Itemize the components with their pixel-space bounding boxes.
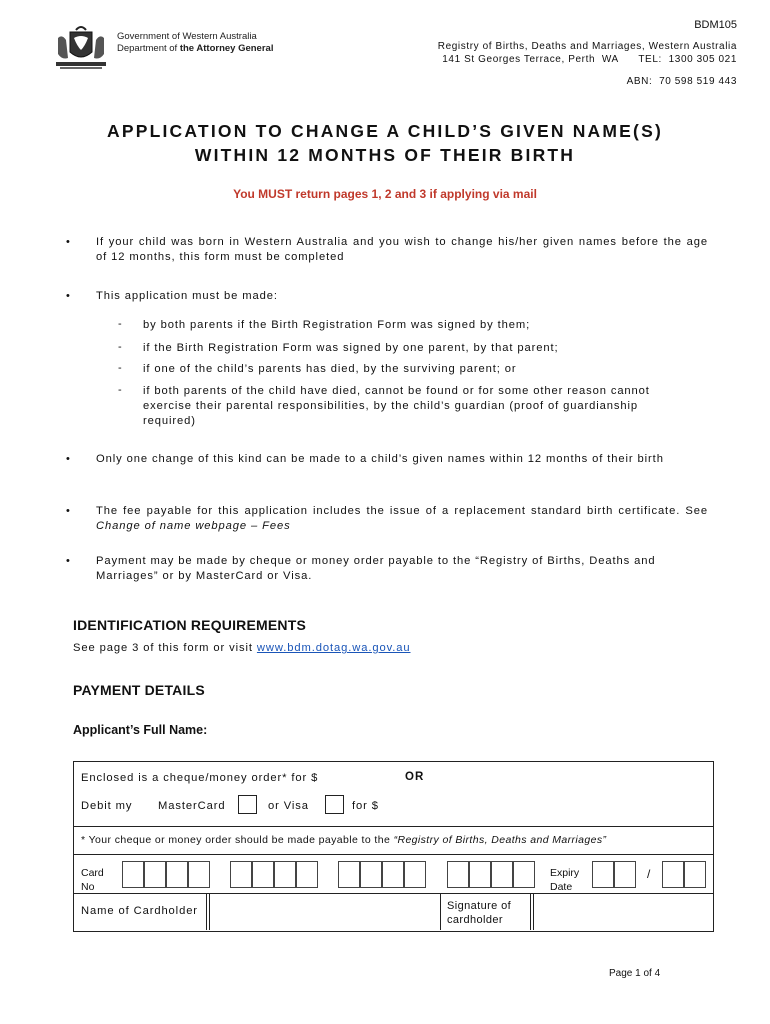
fees-webpage-reference: Change of name webpage – Fees (96, 520, 291, 532)
government-name: Government of Western Australia (117, 31, 257, 42)
bullet-text-fee: The fee payable for this application includes the issue of a replacement standard birth certificate. See Change of name webpage – Fees (96, 505, 708, 532)
identification-heading: IDENTIFICATION REQUIREMENTS (73, 617, 307, 633)
card-digit-cell[interactable] (382, 861, 404, 888)
card-amount-label: for $ (352, 800, 379, 812)
payment-heading: PAYMENT DETAILS (73, 682, 205, 698)
card-digit-cell[interactable] (296, 861, 318, 888)
abn: ABN: 70 598 519 443 (626, 76, 737, 87)
bdm-website-link[interactable]: www.bdm.dotag.wa.gov.au (256, 642, 411, 654)
card-digit-cell[interactable] (122, 861, 144, 888)
expiry-year-input[interactable] (662, 861, 706, 888)
card-digit-cell[interactable] (274, 861, 296, 888)
bullet-icon: • (66, 453, 70, 465)
identification-text: See page 3 of this form or visit www.bdm.dotag.wa.gov.au (73, 642, 411, 654)
card-number-group-3[interactable] (338, 861, 426, 888)
card-number-group-2[interactable] (230, 861, 318, 888)
divider (530, 894, 531, 930)
cheque-amount-label: Enclosed is a cheque/money order* for $ (81, 772, 319, 784)
debit-label: Debit my (81, 800, 133, 812)
sub-item-one-parent: if the Birth Registration Form was signed by one parent, by that parent; (143, 342, 559, 354)
mail-return-notice: You MUST return pages 1, 2 and 3 if applying via mail (233, 187, 537, 201)
divider (73, 893, 714, 894)
expiry-separator: / (647, 867, 651, 881)
card-digit-cell[interactable] (166, 861, 188, 888)
cardholder-name-label: Name of Cardholder (81, 905, 198, 917)
card-digit-cell[interactable] (338, 861, 360, 888)
bullet-text-who-applies: This application must be made: (96, 290, 278, 302)
sub-item-both-parents: by both parents if the Birth Registration Form was signed by them; (143, 319, 531, 331)
form-title-line1: APPLICATION TO CHANGE A CHILD’S GIVEN NAME(S) (107, 121, 663, 141)
card-digit-cell[interactable] (469, 861, 491, 888)
card-number-group-4[interactable] (447, 861, 535, 888)
bullet-text-eligibility: If your child was born in Western Australia and you wish to change his/her given names before the age of 12 months, this form must be completed (96, 236, 708, 263)
visa-checkbox[interactable] (325, 795, 344, 814)
divider (209, 894, 210, 930)
visa-label: or Visa (268, 800, 309, 812)
card-number-label: Card No (81, 867, 104, 893)
dash-icon: - (118, 318, 122, 330)
card-digit-cell[interactable] (513, 861, 535, 888)
expiry-digit-cell[interactable] (592, 861, 614, 888)
expiry-date-label: Expiry Date (550, 867, 580, 893)
dash-icon: - (118, 341, 122, 353)
expiry-digit-cell[interactable] (662, 861, 684, 888)
divider (73, 854, 714, 855)
bullet-icon: • (66, 236, 70, 248)
card-digit-cell[interactable] (252, 861, 274, 888)
divider (73, 826, 714, 827)
registry-address-line: Registry of Births, Deaths and Marriages, Western Australia (437, 41, 737, 52)
card-digit-cell[interactable] (491, 861, 513, 888)
form-code: BDM105 (694, 19, 737, 31)
divider (440, 894, 441, 930)
mastercard-label: MasterCard (158, 800, 226, 812)
wa-government-crest-logo (52, 24, 110, 72)
form-title-line2: WITHIN 12 MONTHS OF THEIR BIRTH (194, 145, 576, 165)
bullet-icon: • (66, 555, 70, 567)
cardholder-name-input[interactable] (212, 897, 438, 927)
card-number-group-1[interactable] (122, 861, 210, 888)
expiry-digit-cell[interactable] (614, 861, 636, 888)
card-digit-cell[interactable] (404, 861, 426, 888)
signature-field[interactable] (536, 897, 710, 927)
card-digit-cell[interactable] (360, 861, 382, 888)
bullet-text-payment-methods: Payment may be made by cheque or money order payable to the “Registry of Births, Deaths and Marriages” or by MasterCard or Visa. (96, 555, 656, 582)
card-digit-cell[interactable] (188, 861, 210, 888)
applicant-name-label: Applicant’s Full Name: (73, 723, 208, 737)
expiry-month-input[interactable] (592, 861, 636, 888)
sub-item-guardian: if both parents of the child have died, cannot be found or for some other reason cannot exercise their parental responsibilities, by the child’s guardian (proof of guardianship required) (143, 385, 650, 427)
mastercard-checkbox[interactable] (238, 795, 257, 814)
card-digit-cell[interactable] (447, 861, 469, 888)
expiry-digit-cell[interactable] (684, 861, 706, 888)
bullet-text-one-change: Only one change of this kind can be made to a child’s given names within 12 months of their birth (96, 453, 664, 465)
card-digit-cell[interactable] (144, 861, 166, 888)
or-label: OR (405, 771, 425, 783)
signature-label: Signature of cardholder (447, 900, 512, 926)
dash-icon: - (118, 384, 122, 396)
divider (533, 894, 534, 930)
card-digit-cell[interactable] (230, 861, 252, 888)
page-number: Page 1 of 4 (609, 968, 661, 979)
sub-item-surviving-parent: if one of the child’s parents has died, by the surviving parent; or (143, 363, 517, 375)
bullet-icon: • (66, 290, 70, 302)
dash-icon: - (118, 362, 122, 374)
bullet-icon: • (66, 505, 70, 517)
divider (206, 894, 207, 930)
registry-street-phone: 141 St Georges Terrace, Perth WA TEL: 1300 305 021 (442, 54, 737, 65)
cheque-payable-note: * Your cheque or money order should be made payable to the “Registry of Births, Deaths and Marriages” (81, 834, 607, 846)
department-name: Department of the Attorney General (117, 43, 274, 54)
